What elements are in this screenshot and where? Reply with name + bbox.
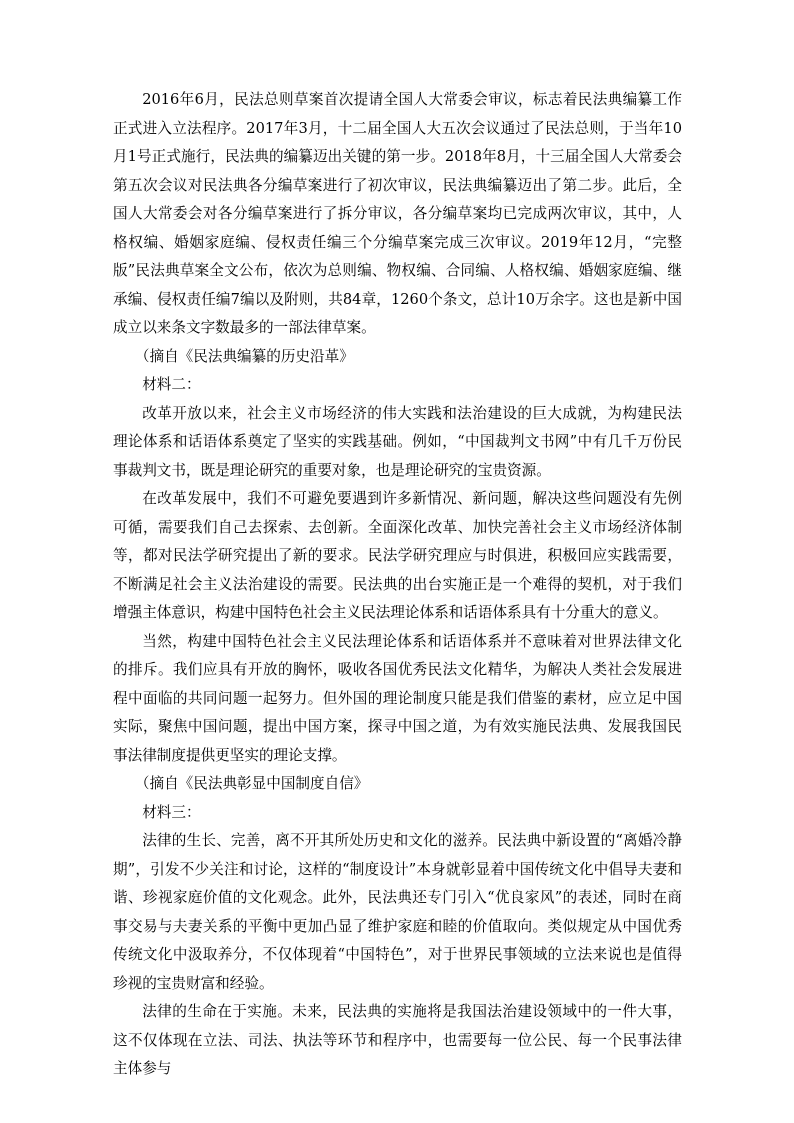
source-citation-2: （摘自《民法典彰显中国制度自信》 bbox=[134, 775, 369, 792]
paragraph-culture: 法律的生长、完善，离不开其所处历史和文化的滋养。民法典中新设置的“离婚冷静期”，引发不少关注和讨论，这样的“制度设计”本身就彰显着中国传统文化中倡导夫妻和谐、珍视家庭价值的文化观念。此外，民法典还专门引入“优良家风”的表述，同时在商事交易与夫妻关系的平衡中更加凸显了维护家庭和睦的价值取向。类似规定从中国优秀传统文化中汲取养分，不仅体现着“中国特色”，对于世界民事领域的立法来说也是值得珍视的宝贵财富和经验。 bbox=[113, 832, 682, 992]
paragraph-reform: 改革开放以来，社会主义市场经济的伟大实践和法治建设的巨大成就，为构建民法理论体系和话语体系奠定了坚实的实践基础。例如，“中国裁判文书网”中有几千万份民事裁判文书，既是理论研究的重要对象，也是理论研究的宝贵资源。 bbox=[113, 404, 682, 479]
paragraph-history: 2016年6月，民法总则草案首次提请全国人大常委会审议，标志着民法典编纂工作正式进入立法程序。2017年3月，十二届全国人大五次会议通过了民法总则，于当年10月1号正式施行，民法典的编纂迈出关键的第一步。2018年8月，十三届全国人大常委会第五次会议对民法典各分编草案进行了初次审议，民法典编纂迈出了第二步。此后，全国人大常委会对各分编草案进行了拆分审议，各分编草案均已完成两次审议，其中，人格权编、婚姻家庭编、侵权责任编三个分编草案完成三次审议。2019年12月，“完整版”民法典草案全文公布，依次为总则编、物权编、合同编、人格权编、婚姻家庭编、继承编、侵权责任编7编以及附则，共84章，1260个条文，总计10万余字。这也是新中国成立以来条文字数最多的一部法律草案。 bbox=[113, 91, 682, 336]
paragraph-innovation: 在改革发展中，我们不可避免要遇到许多新情况、新问题，解决这些问题没有先例可循，需要我们自己去探索、去创新。全面深化改革、加快完善社会主义市场经济体制等，都对民法学研究提出了新的要求。民法学研究理应与时俱进，积极回应实践需要，不断满足社会主义法治建设的需要。民法典的出台实施正是一个难得的契机，对于我们增强主体意识，构建中国特色社会主义民法理论体系和话语体系具有十分重大的意义。 bbox=[113, 490, 682, 621]
paragraph-implementation: 法律的生命在于实施。未来，民法典的实施将是我国法治建设领域中的一件大事，这不仅体现在立法、司法、执法等环节和程序中，也需要每一位公民、每一个民事法律主体参与 bbox=[113, 1003, 682, 1077]
material-2-heading: 材料二： bbox=[142, 376, 201, 393]
paragraph-openness: 当然，构建中国特色社会主义民法理论体系和话语体系并不意味着对世界法律文化的排斥。我们应具有开放的胸怀，吸收各国优秀民法文化精华，为解决人类社会发展进程中面临的共同问题一起努力。但外国的理论制度只能是我们借鉴的素材，应立足中国实际，聚焦中国问题，提出中国方案，探寻中国之道，为有效实施民法典、发展我国民事法律制度提供更坚实的理论支撑。 bbox=[113, 632, 682, 764]
material-3-heading: 材料三： bbox=[142, 803, 201, 821]
source-citation-1: （摘自《民法典编纂的历史沿革》 bbox=[134, 347, 354, 365]
